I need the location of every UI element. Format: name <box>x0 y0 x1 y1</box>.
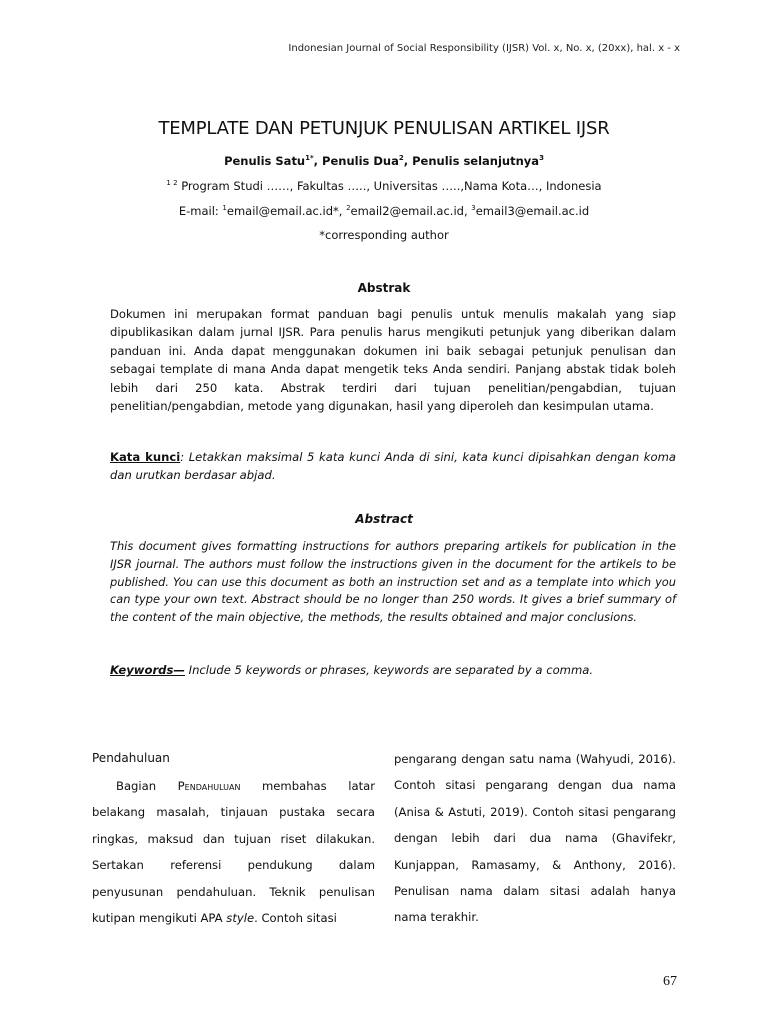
email-sup: 3 <box>471 204 476 213</box>
author-name: Penulis selanjutnya <box>412 154 540 168</box>
email-text: email3@email.ac.id <box>475 204 590 218</box>
affiliation-sup: 1 2 <box>166 179 178 188</box>
email-text: email2@email.ac.id, <box>350 204 472 218</box>
affiliation <box>0 179 768 193</box>
author-sup: 1* <box>305 154 314 163</box>
abstrak-text: Dokumen ini merupakan format panduan bagi penulis untuk menulis makalah yang siap dipublikasikan dalam jurnal IJSR. Para penulis harus mengikuti petunjuk yang diberikan dalam panduan ini. Anda dapat menggunakan dokumen ini baik sebagai petunjuk penulisan dan sebagai template di mana Anda dapat mengetik teks Anda sendiri. Panjang abstak tidak boleh lebih dari 250 kata. Abstrak terdiri dari tujuan penelitian/pengabdian, tujuan penelitian/pengabdian, metode yang digunakan, hasil yang diperoleh dan kesimpulan utama. <box>110 307 676 414</box>
left-column <box>92 751 375 931</box>
keywords <box>110 663 676 677</box>
keywords-label: Keywords— <box>110 663 185 677</box>
abstract-heading: Abstract <box>355 512 413 526</box>
author-sup: 2 <box>398 154 404 163</box>
para-rest: membahas latar belakang masalah, tinjauan pustaka secara ringkas, maksud dan tujuan riset dilakukan. Sertakan referensi pendukung dalam penyusunan pendahuluan. Teknik penulisan kutipan mengikuti APA <box>92 779 375 926</box>
page-number: 67 <box>663 974 677 989</box>
email-line <box>0 204 768 218</box>
abstract-text: This document gives formatting instructions for authors preparing artikels for publication in the IJSR journal. The authors must follow the instructions given in the document for the artikels to be published. You can use this document as both an instruction set and as a template into which you can type your own text. Abstract should be no longer than 250 words. It gives a brief summary of the content of the main objective, the methods, the results obtained and major conclusions. <box>110 539 676 625</box>
author-name: Penulis Dua <box>322 154 399 168</box>
kata-kunci-text: : Letakkan maksimal 5 kata kunci Anda di sini, kata kunci dipisahkan dengan koma dan urutkan berdasar abjad. <box>110 450 676 483</box>
email-sup: 1 <box>222 204 227 213</box>
para-italic: style <box>226 911 255 926</box>
email-text: email@email.ac.id*, <box>226 204 347 218</box>
email-sup: 2 <box>346 204 351 213</box>
body-paragraph <box>92 773 375 931</box>
section-heading: Pendahuluan <box>92 751 170 765</box>
email-label: E-mail: <box>178 204 223 218</box>
right-column: pengarang dengan satu nama (Wahyudi, 2016). Contoh sitasi pengarang dengan dua nama (Anisa & Astuti, 2019). Contoh sitasi pengarang dengan lebih dari dua nama (Ghavifekr, Kunjappan, Ramasamy, & Anthony, 2016). Penulisan nama dalam sitasi adalah hanya nama terakhir. <box>394 752 676 925</box>
kata-kunci-label: Kata kunci <box>110 450 181 464</box>
para-start: Bagian <box>116 779 178 793</box>
keywords-text: Include 5 keywords or phrases, keywords are separated by a comma. <box>184 663 594 677</box>
author-sup: 3 <box>539 154 544 163</box>
para-smallcaps: Pendahuluan <box>177 779 241 793</box>
corresponding-author-note: *corresponding author <box>319 228 449 242</box>
para-end: . Contoh sitasi <box>254 911 337 926</box>
affiliation-text: Program Studi ……, Fakultas ….., Universitas …..,Nama Kota…, Indonesia <box>177 179 602 193</box>
abstrak-heading: Abstrak <box>357 281 411 295</box>
author-list: Penulis Satu$^{1*}$, Penulis Dua$^2$, Penulis selanjutnya$^3$ <box>224 154 544 168</box>
kata-kunci <box>110 448 676 485</box>
paper-title: TEMPLATE DAN PETUNJUK PENULISAN ARTIKEL IJSR <box>158 118 610 139</box>
running-header: Indonesian Journal of Social Responsibility (IJSR) Vol. x, No. x, (20xx), hal. x - x <box>288 43 680 54</box>
author-name: Penulis Satu <box>224 154 306 168</box>
